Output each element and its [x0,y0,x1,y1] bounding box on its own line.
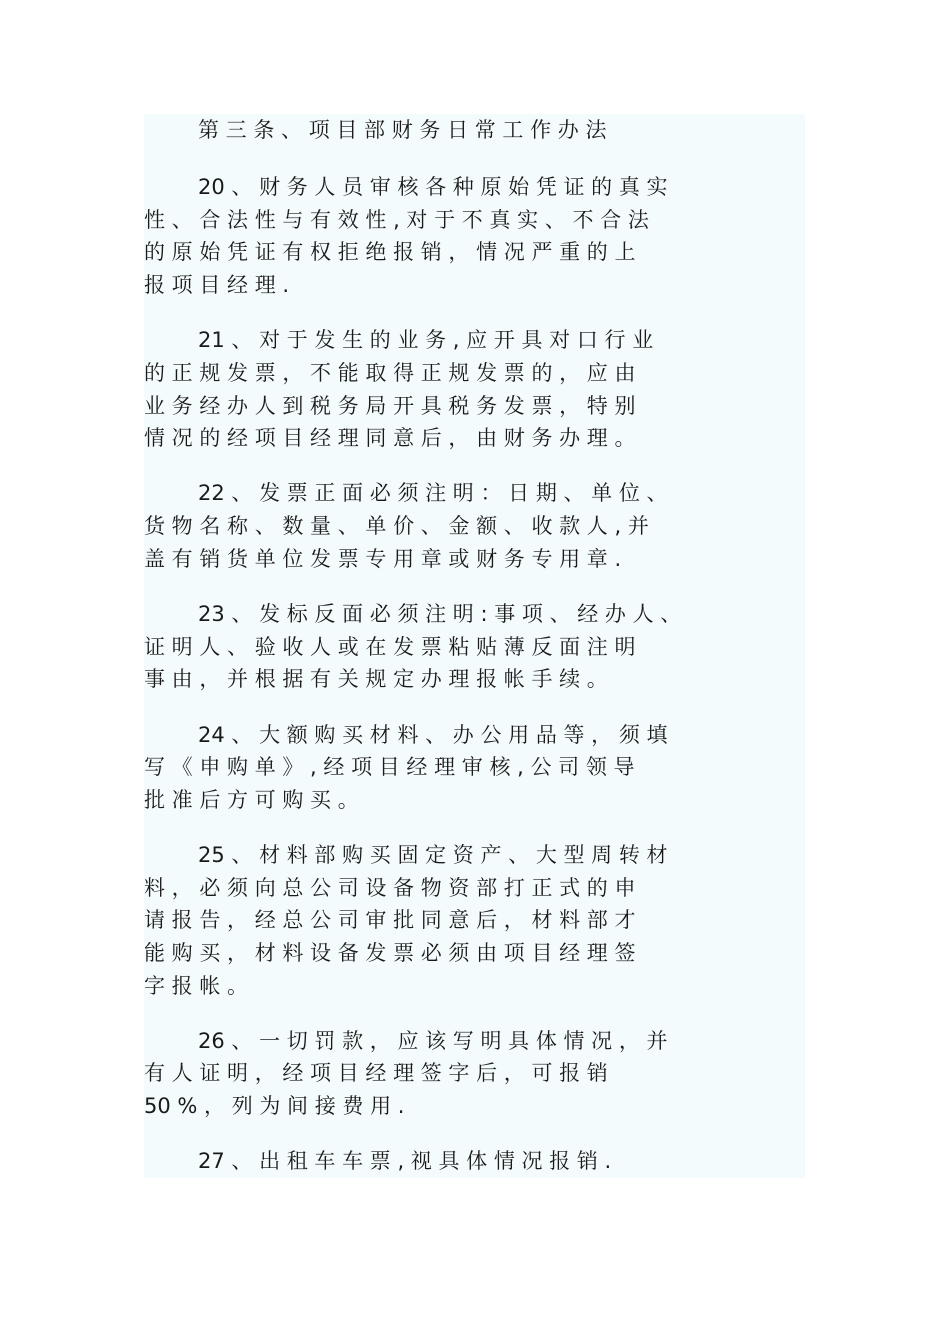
document-body [144,114,805,1178]
section-heading: 第 三 条 、 项 目 部 财 务 日 常 工 作 办 法 [198,118,607,142]
paragraph-22-line-2: 货 物 名 称 、 数 量 、 单 价 、 金 额 、 收 款 人 , 并 [144,514,649,538]
paragraph-25-line-2: 料 ， 必 须 向 总 公 司 设 备 物 资 部 打 正 式 的 申 [144,876,636,900]
paragraph-24-line-3: 批 准 后 方 可 购 买 。 [144,788,359,812]
paragraph-23-line-2: 证 明 人 、 验 收 人 或 在 发 票 粘 贴 薄 反 面 注 明 [144,635,636,659]
paragraph-25-line-1: 25 、 材 料 部 购 买 固 定 资 产 、 大 型 周 转 材 [198,843,668,867]
paragraph-26-line-2: 有 人 证 明 ， 经 项 目 经 理 签 字 后 ， 可 报 销 [144,1061,608,1085]
paragraph-24-line-1: 24 、 大 额 购 买 材 料 、 办 公 用 品 等 ， 须 填 [198,723,668,747]
paragraph-23-line-3: 事 由 ， 并 根 据 有 关 规 定 办 理 报 帐 手 续 。 [144,667,608,691]
paragraph-22-line-3: 盖 有 销 货 单 位 发 票 专 用 章 或 财 务 专 用 章 . [144,547,622,571]
paragraph-24-line-2: 写 《 申 购 单 》 , 经 项 目 经 理 审 核 , 公 司 领 导 [144,755,635,779]
paragraph-25-line-4: 能 购 买 ， 材 料 设 备 发 票 必 须 由 项 目 经 理 签 [144,941,636,965]
paragraph-20-line-2: 性 、 合 法 性 与 有 效 性 , 对 于 不 真 实 、 不 合 法 [144,208,649,232]
paragraph-22-line-1: 22 、 发 票 正 面 必 须 注 明 ： 日 期 、 单 位 、 [198,481,668,505]
paragraph-26-line-1: 26 、 一 切 罚 款 ， 应 该 写 明 具 体 情 况 ， 并 [198,1029,668,1053]
paragraph-27-line-1: 27 、 出 租 车 车 票 , 视 具 体 情 况 报 销 . [198,1149,612,1173]
paragraph-20-line-1: 20 、 财 务 人 员 审 核 各 种 原 始 凭 证 的 真 实 [198,175,668,199]
paragraph-20-line-4: 报 项 目 经 理 . [144,273,290,297]
paragraph-23-line-1: 23 、 发 标 反 面 必 须 注 明 : 事 项 、 经 办 人 、 [198,602,682,626]
paragraph-21-line-4: 情 况 的 经 项 目 经 理 同 意 后 ， 由 财 务 办 理 。 [144,426,636,450]
paragraph-25-line-3: 请 报 告 ， 经 总 公 司 审 批 同 意 后 ， 材 料 部 才 [144,908,636,932]
paragraph-21-line-2: 的 正 规 发 票 ， 不 能 取 得 正 规 发 票 的 ， 应 由 [144,361,636,385]
paragraph-21-line-1: 21 、 对 于 发 生 的 业 务 , 应 开 具 对 口 行 业 [198,328,654,352]
paragraph-26-line-3: 50 % ， 列 为 间 接 费 用 . [144,1094,405,1118]
paragraph-20-line-3: 的 原 始 凭 证 有 权 拒 绝 报 销 ， 情 况 严 重 的 上 [144,240,636,264]
paragraph-25-line-5: 字 报 帐 。 [144,974,249,998]
paragraph-21-line-3: 业 务 经 办 人 到 税 务 局 开 具 税 务 发 票 ， 特 别 [144,394,636,418]
